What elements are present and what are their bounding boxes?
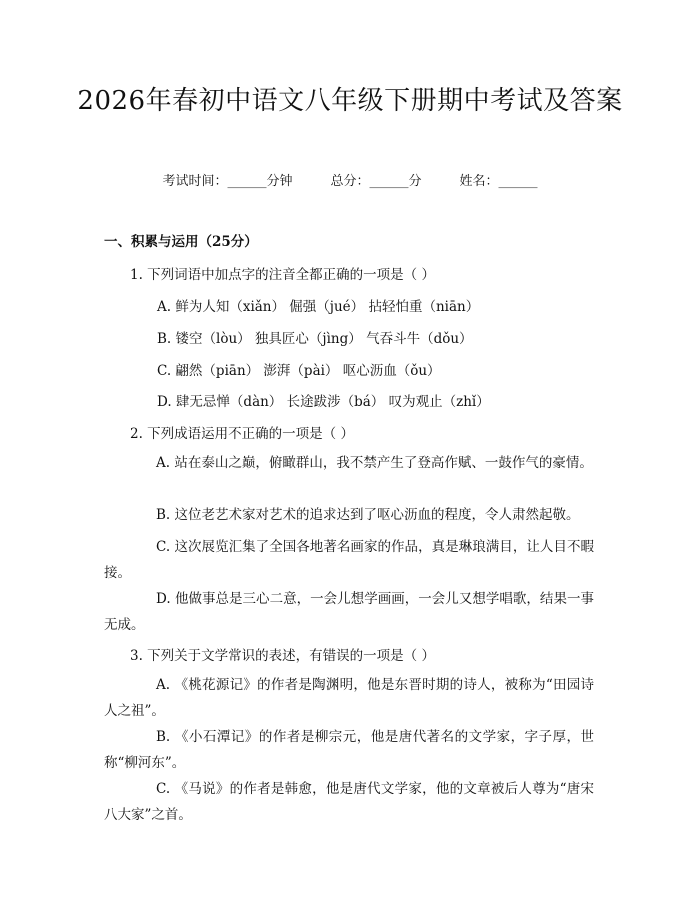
q1-option-d: D. 肆无忌惮（dàn） 长途跋涉（bá） 叹为观止（zhǐ） bbox=[157, 394, 490, 410]
exam-time-label: 考试时间：______分钟 bbox=[162, 174, 293, 189]
q1-option-c: C. 翩然（piān） 澎湃（pài） 呕心沥血（ǒu） bbox=[157, 363, 441, 379]
section-heading: 一、积累与运用（25分） bbox=[104, 234, 258, 250]
page-title: 2026年春初中语文八年级下册期中考试及答案 bbox=[77, 86, 623, 116]
q3-option-c: C. 《马说》的作者是韩愈，他是唐代文学家，他的文章被后人尊为“唐宋八大家”之首。 bbox=[104, 781, 594, 823]
q3-option-b: B. 《小石潭记》的作者是柳宗元，他是唐代著名的文学家，字子厚，世称“柳河东”。 bbox=[104, 729, 594, 771]
q2-option-b: B. 这位老艺术家对艺术的追求达到了呕心沥血的程度，令人肃然起敬。 bbox=[156, 507, 580, 523]
q3-option-a: A. 《桃花源记》的作者是陶渊明，他是东晋时期的诗人，被称为“田园诗人之祖”。 bbox=[104, 677, 594, 719]
exam-meta bbox=[0, 170, 700, 189]
question-3-stem: 3. 下列关于文学常识的表述，有错误的一项是（ ） bbox=[130, 648, 435, 664]
q2-option-d: D. 他做事总是三心二意，一会儿想学画画，一会儿又想学唱歌，结果一事无成。 bbox=[104, 591, 594, 633]
q2-option-c: C. 这次展览汇集了全国各地著名画家的作品，真是琳琅满目，让人目不暇接。 bbox=[104, 539, 594, 581]
question-2-stem: 2. 下列成语运用不正确的一项是（ ） bbox=[130, 426, 354, 442]
q1-option-a: A. 鲜为人知（xiǎn） 倔强（jué） 拈轻怕重（niān） bbox=[157, 299, 480, 315]
question-1-stem: 1. 下列词语中加点字的注音全都正确的一项是（ ） bbox=[130, 267, 435, 283]
q1-option-b: B. 镂空（lòu） 独具匠心（jìng） 气吞斗牛（dǒu） bbox=[157, 331, 473, 347]
total-score-label: 总分：______分 bbox=[330, 174, 422, 189]
q2-option-a: A. 站在泰山之巅，俯瞰群山，我不禁产生了登高作赋、一鼓作气的豪情。 bbox=[156, 455, 593, 471]
student-name-label: 姓名：______ bbox=[459, 174, 538, 189]
